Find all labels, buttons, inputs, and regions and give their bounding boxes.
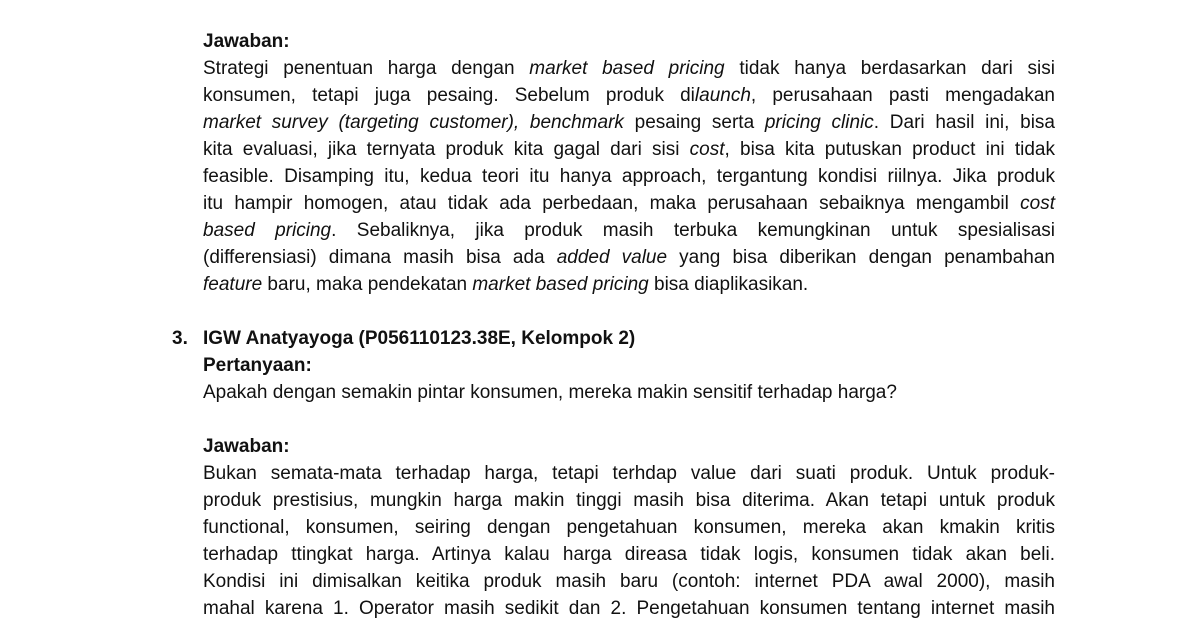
answer-paragraph-2 [203,460,1055,622]
question-section [203,352,1055,406]
text-line: mahal karena 1. Operator masih sedikit dan 2. Pengetahuan konsumen tentang internet masih [203,598,1055,619]
answer-heading-2: Jawaban: [203,436,290,457]
text-line: feature baru, maka pendekatan market based pricing bisa diaplikasikan. [203,274,809,295]
text-line: feasible. Disamping itu, kedua teori itu hanya approach, tergantung kondisi riilnya. Jika produk [203,166,1055,187]
text-line: market survey (targeting customer), benchmark pesaing serta pricing clinic. Dari hasil ini, bisa [203,112,1055,133]
text-line: kita evaluasi, jika ternyata produk kita gagal dari sisi cost, bisa kita putuskan product ini tidak [203,139,1055,160]
italic-term: market survey (targeting customer), benchmark [203,112,624,133]
text-line: Kondisi ini dimisalkan keitika produk masih baru (contoh: internet PDA awal 2000), masih [203,571,1055,592]
question-heading: Pertanyaan: [203,355,312,376]
italic-term: cost [689,139,725,160]
item-title-text: IGW Anatyayoga (P056110123.38E, Kelompok 2) [203,328,636,349]
text-line: terhadap ttingkat harga. Artinya kalau harga direasa tidak logis, konsumen tidak akan beli. [203,544,1055,565]
text-line: produk prestisius, mungkin harga makin tinggi masih bisa diterima. Akan tetapi untuk produk [203,490,1055,511]
text-line: itu hampir homogen, atau tidak ada perbedaan, maka perusahaan sebaiknya mengambil cost [203,193,1055,214]
italic-term: added value [556,247,668,268]
answer-section-2 [203,433,1055,622]
text-line: (differensiasi) dimana masih bisa ada added value yang bisa diberikan dengan penambahan [203,247,1055,268]
text-line: Strategi penentuan harga dengan market based pricing tidak hanya berdasarkan dari sisi [203,58,1056,79]
italic-term: feature [203,274,263,295]
text-line: Bukan semata-mata terhadap harga, tetapi terhdap value dari suati produk. Untuk produk- [203,463,1055,484]
text-line: konsumen, tetapi juga pesaing. Sebelum produk dilaunch, perusahaan pasti mengadakan [203,85,1055,106]
question-text: Apakah dengan semakin pintar konsumen, mereka makin sensitif terhadap harga? [203,382,897,403]
italic-term: pricing clinic [764,112,874,133]
italic-term: cost [1020,193,1055,214]
text-line: functional, konsumen, seiring dengan pengetahuan konsumen, mereka akan kmakin kritis [203,517,1055,538]
italic-term: launch [694,85,751,106]
italic-term: based pricing [203,220,332,241]
answer-section-1 [203,28,1055,298]
italic-term: market based pricing [529,58,725,79]
item-3-title [172,325,635,352]
answer-heading: Jawaban: [203,31,290,52]
text-line: based pricing. Sebaliknya, jika produk masih terbuka kemungkinan untuk spesialisasi [203,220,1055,241]
italic-term: market based pricing [472,274,649,295]
answer-paragraph [203,55,1055,298]
item-number: 3. [172,328,188,349]
